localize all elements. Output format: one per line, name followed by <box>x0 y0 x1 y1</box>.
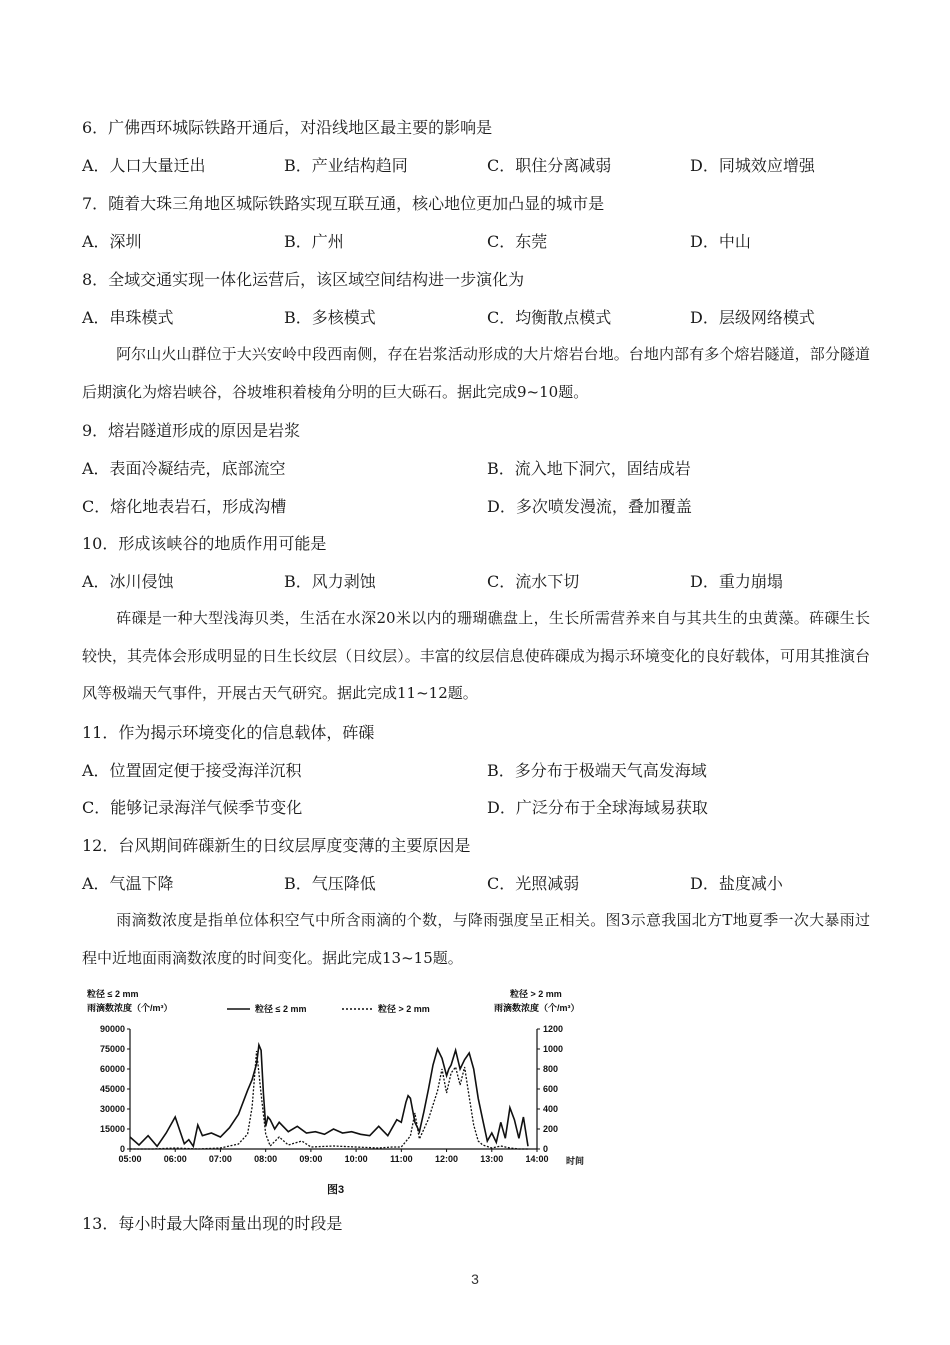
question-9-option-c: C．熔化地表岩石，形成沟槽 <box>82 497 287 516</box>
left-axis-label-2: 雨滴数浓度（个/m³） <box>87 1003 173 1013</box>
right-axis-label-1: 粒径 > 2 mm <box>510 989 562 999</box>
passage-13-15: 雨滴数浓度是指单位体积空气中所含雨滴的个数，与降雨强度呈正相关。图3示意我国北方T地夏季一次大暴雨过程中近地面雨滴数浓度的时间变化。据此完成13~15题。 <box>82 911 870 967</box>
left-tick-label: 15000 <box>99 1124 125 1134</box>
question-13-stem: 13．每小时最大降雨量出现的时段是 <box>82 1214 343 1233</box>
question-12-option-c: C．光照减弱 <box>487 874 580 893</box>
question-6-option-b: B．产业结构趋同 <box>284 156 408 175</box>
left-tick-label: 75000 <box>99 1044 125 1054</box>
question-9-option-a: A．表面冷凝结壳，底部流空 <box>82 459 286 478</box>
question-11-option-c: C．能够记录海洋气候季节变化 <box>82 798 303 817</box>
left-tick-label: 60000 <box>99 1064 125 1074</box>
figure-caption: 图3 <box>327 1184 345 1196</box>
series-small-drops-line <box>130 1045 528 1146</box>
question-11-option-a: A．位置固定便于接受海洋沉积 <box>82 761 302 780</box>
question-10-stem: 10．形成该峡谷的地质作用可能是 <box>82 534 327 553</box>
question-9-option-d: D．多次喷发漫流，叠加覆盖 <box>487 497 692 516</box>
question-10-option-a: A．冰川侵蚀 <box>82 572 174 591</box>
right-tick-label: 0 <box>543 1144 549 1154</box>
left-tick-label: 45000 <box>99 1084 125 1094</box>
page-number: 3 <box>471 1271 479 1287</box>
x-tick-label: 08:00 <box>254 1154 278 1164</box>
right-tick-label: 1000 <box>543 1044 564 1054</box>
left-tick-label: 90000 <box>99 1024 125 1034</box>
x-tick-label: 07:00 <box>208 1154 232 1164</box>
chart-ticks <box>100 1024 563 1164</box>
left-tick-label: 30000 <box>99 1104 125 1114</box>
x-tick-label: 12:00 <box>435 1154 459 1164</box>
chart-legend <box>227 1003 430 1014</box>
question-10-option-c: C．流水下切 <box>487 572 580 591</box>
x-axis-label: 时间 <box>566 1156 585 1166</box>
question-8-option-a: A．串珠模式 <box>82 308 174 327</box>
question-7-option-a: A．深圳 <box>82 232 142 251</box>
x-tick-label: 11:00 <box>390 1154 413 1164</box>
question-8-stem: 8．全域交通实现一体化运营后，该区域空间结构进一步演化为 <box>82 270 525 289</box>
question-11-stem: 11．作为揭示环境变化的信息载体，砗磲 <box>82 723 375 742</box>
question-12-option-a: A．气温下降 <box>82 874 174 893</box>
question-7-stem: 7．随着大珠三角地区城际铁路实现互联互通，核心地位更加凸显的城市是 <box>82 194 605 213</box>
right-tick-label: 600 <box>543 1084 559 1094</box>
question-11-option-d: D．广泛分布于全球海域易获取 <box>487 798 708 817</box>
x-tick-label: 06:00 <box>163 1154 187 1164</box>
x-tick-label: 05:00 <box>118 1154 142 1164</box>
question-7-option-d: D．中山 <box>690 232 751 251</box>
series-large-drops-line <box>130 1051 528 1149</box>
x-tick-label: 10:00 <box>344 1154 368 1164</box>
legend-small-label: 粒径 ≤ 2 mm <box>255 1004 307 1014</box>
right-tick-label: 1200 <box>543 1024 564 1034</box>
question-8-option-b: B．多核模式 <box>284 308 376 327</box>
question-10-option-b: B．风力剥蚀 <box>284 572 376 591</box>
left-axis-label-1: 粒径 ≤ 2 mm <box>87 989 139 999</box>
right-tick-label: 800 <box>543 1064 559 1074</box>
passage-11-12: 砗磲是一种大型浅海贝类，生活在水深20米以内的珊瑚礁盘上，生长所需营养来自与其共生的虫黄藻。砗磲生长较快，其壳体会形成明显的日生长纹层（日纹层）。丰富的纹层信息使砗磲成为揭示环境变化的良好载体，可用其推演台风等极端天气事件，开展古天气研究。据此完成11~12题。 <box>82 609 870 702</box>
left-tick-label: 0 <box>119 1144 125 1154</box>
passage-9-10: 阿尔山火山群位于大兴安岭中段西南侧，存在岩浆活动形成的大片熔岩台地。台地内部有多个熔岩隧道，部分隧道后期演化为熔岩峡谷，谷坡堆积着棱角分明的巨大砾石。据此完成9~10题。 <box>82 345 870 401</box>
right-tick-label: 400 <box>543 1104 559 1114</box>
question-6-option-d: D．同城效应增强 <box>690 156 815 175</box>
rain-drop-chart <box>82 985 602 1200</box>
question-12-option-d: D．盐度减小 <box>690 874 783 893</box>
question-6-option-a: A．人口大量迁出 <box>82 156 206 175</box>
question-7-option-c: C．东莞 <box>487 232 548 251</box>
question-8-option-c: C．均衡散点模式 <box>487 308 612 327</box>
question-6-stem: 6．广佛西环城际铁路开通后，对沿线地区最主要的影响是 <box>82 118 493 137</box>
question-9-option-b: B．流入地下洞穴，固结成岩 <box>487 459 691 478</box>
question-7-option-b: B．广州 <box>284 232 344 251</box>
question-12-stem: 12．台风期间砗磲新生的日纹层厚度变薄的主要原因是 <box>82 836 471 855</box>
x-tick-label: 14:00 <box>525 1154 549 1164</box>
question-6-option-c: C．职住分离减弱 <box>487 156 612 175</box>
question-10-option-d: D．重力崩塌 <box>690 572 783 591</box>
question-9-stem: 9．熔岩隧道形成的原因是岩浆 <box>82 421 301 440</box>
figure-3 <box>82 985 602 1200</box>
question-8-option-d: D．层级网络模式 <box>690 308 815 327</box>
question-11-option-b: B．多分布于极端天气高发海域 <box>487 761 707 780</box>
x-tick-label: 09:00 <box>299 1154 323 1164</box>
x-tick-label: 13:00 <box>480 1154 504 1164</box>
question-12-option-b: B．气压降低 <box>284 874 376 893</box>
legend-large-label: 粒径 > 2 mm <box>378 1004 430 1014</box>
right-axis-label-2: 雨滴数浓度（个/m³） <box>494 1003 580 1013</box>
right-tick-label: 200 <box>543 1124 559 1134</box>
